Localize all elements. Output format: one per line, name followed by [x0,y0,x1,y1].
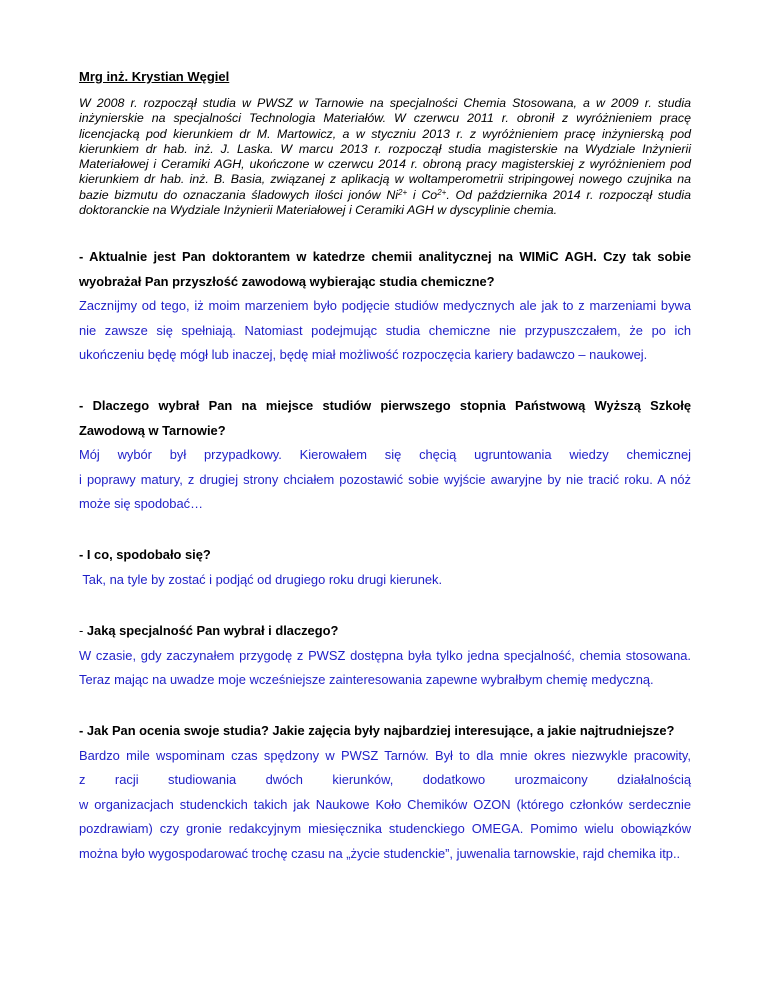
bio-sup-2: 2+ [437,187,447,197]
answer-2-line-1: Mój wybór był przypadkowy. Kierowałem się chęcią ugruntowania wiedzy chemicznej [79,447,691,463]
question-3: - I co, spodobało się? [79,547,211,563]
answer-5-line-2: z racji studiowania dwóch kierunków, dodatkowo urozmaicony działalnością [79,772,691,788]
bio-sup-1: 2+ [398,187,408,197]
question-1: - Aktualnie jest Pan doktorantem w katedrze chemii analitycznej na WIMiC AGH. Czy tak sobie wyobrażał Pan przyszłość zawodową wybierając studia chemiczne? [79,249,691,289]
answer-3: Tak, na tyle by zostać i podjąć od drugiego roku drugi kierunek. [79,571,443,587]
answer-5-line-1: Bardzo mile wspominam czas spędzony w PWSZ Tarnów. Był to dla mnie okres niezwykle pracowity, [79,747,691,763]
answer-1: Zacznijmy od tego, iż moim marzeniem było podjęcie studiów medycznych ale jak to z marzeniami bywa nie zawsze się spełniają. Natomiast podejmując studia chemiczne nie przypuszczałem, że po ich ukończeniu będę mógł lub inaczej, będę miał możliwość rozpoczęcia kariery badawczo – naukowej. [79,298,691,362]
question-4 [79,619,691,643]
answer-4: W czasie, gdy zaczynałem przygodę z PWSZ dostępna była tylko jedna specjalność, chemia stosowana. Teraz mając na uwadze moje wcześniejsze zainteresowania zapewne wybrałbym chemię medyczną. [79,647,691,688]
answer-2-rest: i poprawy matury, z drugiej strony chciałem pozostawić sobie wyjście awaryjne by nie tracić roku. A nóż może się spodobać… [79,471,691,512]
qa-block-4 [79,619,691,692]
qa-block-2 [79,394,691,516]
question-2: - Dlaczego wybrał Pan na miejsce studiów pierwszego stopnia Państwową Wyższą Szkołę Zawodową w Tarnowie? [79,398,691,438]
qa-block-5 [79,719,691,865]
qa-block-3 [79,543,691,592]
bio-text-3: . Od października 2014 r. rozpoczął studia doktoranckie na Wydziale Inżynierii Materiałowej i Ceramiki AGH w dyscyplinie chemia. [79,187,691,218]
question-5: - Jak Pan ocenia swoje studia? Jakie zajęcia były najbardziej interesujące, a jakie najtrudniejsze? [79,723,675,739]
question-4-prefix: - [79,623,87,639]
document-page [79,69,691,893]
bio-text-2: i Co [407,187,438,202]
author-name: Mrg inż. Krystian Węgiel [79,69,230,84]
answer-5-rest: w organizacjach studenckich takich jak Naukowe Koło Chemików OZON (którego członków serdecznie pozdrawiam) czy gronie redakcyjnym miesięcznika studenckiego OMEGA. Pomimo wielu obowiązków można było wygospodarować trochę czasu na „życie studenckie”, juwenalia tarnowskie, rajd chemika itp.. [79,796,691,861]
question-4-text: Jaką specjalność Pan wybrał i dlaczego? [86,623,339,639]
bio-text-1: W 2008 r. rozpoczął studia w PWSZ w Tarnowie na specjalności Chemia Stosowana, a w 2009 r. studia inżynierskie na specjalności Technologia Materiałów. W czerwcu 2011 r. obronił z wyróżnieniem pracę licencjacką pod kierunkiem dr M. Martowicz, a w styczniu 2013 r. z wyróżnieniem pracę inżynierską pod kierunkiem dr hab. inż. J. Laska. W marcu 2013 r. rozpoczął studia magisterskie na Wydziale Inżynierii Materiałowej i Ceramiki AGH, ukończone w czerwcu 2014 r. obroną pracy magisterskiej z wyróżnieniem pod kierunkiem dr hab. inż. B. Basia, związanej z aplikacją w woltamperometrii stripingowej nowego czujnika na bazie bizmutu do oznaczania śladowych ilości jonów Ni [79,96,691,202]
author-bio [79,96,691,218]
qa-block-1 [79,245,691,367]
